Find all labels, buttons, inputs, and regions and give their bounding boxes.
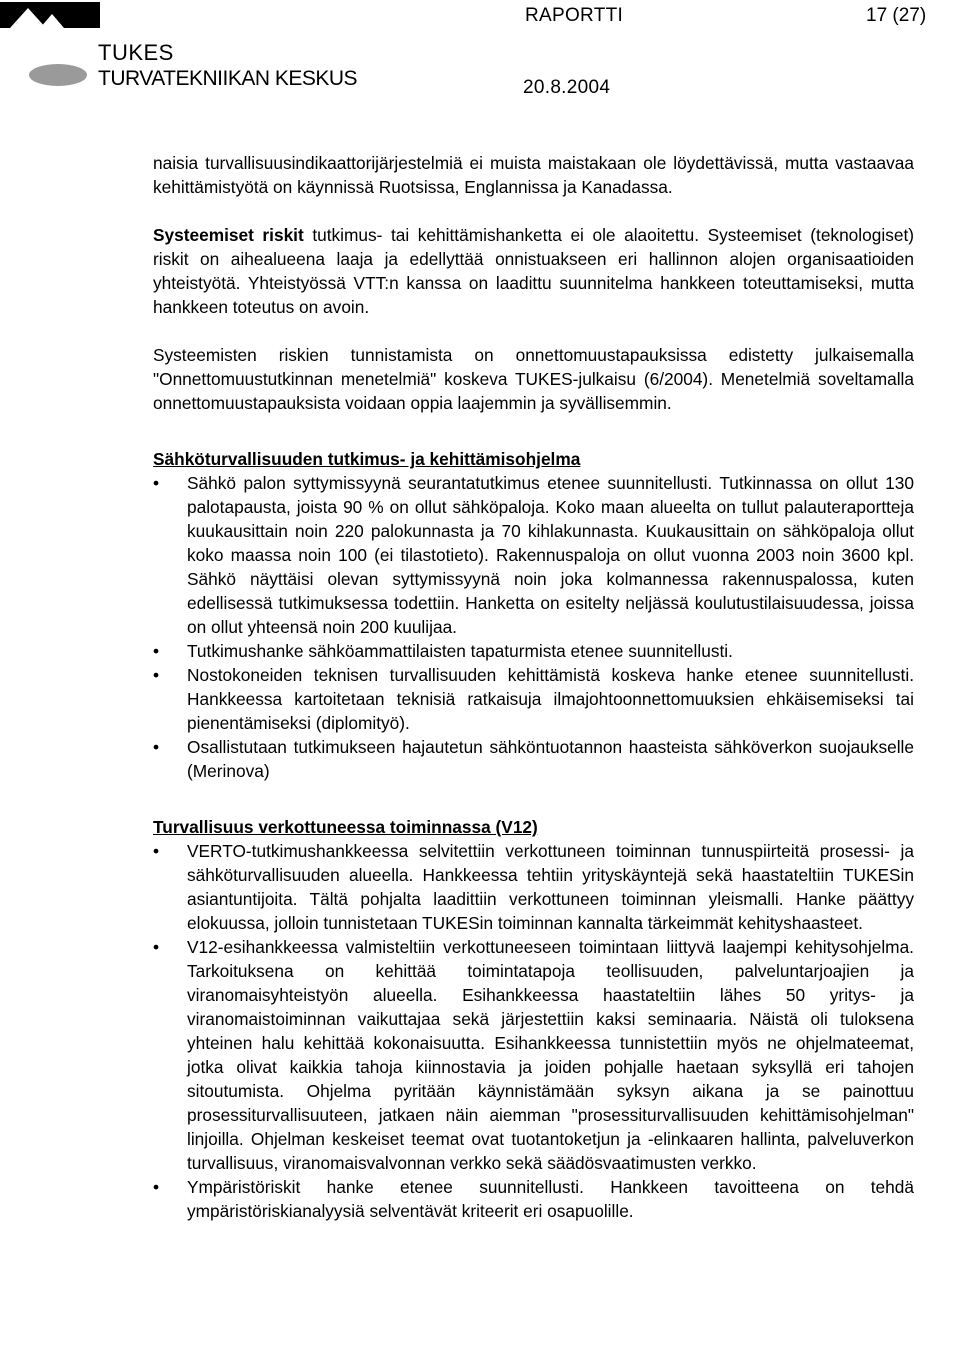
electrical-safety-list: [153, 471, 914, 783]
list-item: [153, 839, 914, 935]
document-date: 20.8.2004: [523, 77, 611, 98]
list-item-text: Sähkö palon syttymissyynä seurantatutkimus etenee suunnitellusti. Tutkinnassa on ollut 130 palotapausta, joista 90 % on ollut sähköpaloja. Koko maan alueelta on tullut palauteraportteja kuukausittain noin 220 palokunnasta ja 70 kihlakunnasta. Kuukausittain on sähköpaloja ollut koko maassa noin 100 (ei tilastotieto). Rakennuspaloja on ollut vuonna 2003 noin 3600 kpl. Sähkö näyttäisi olevan syttymissyynä noin joka kolmannessa rakennuspalossa, kuten edellisessä tutkimuksessa todettiin. Hanketta on esitelty neljässä koulutustilaisuudessa, joissa on ollut yhteensä noin 200 kuulijaa.: [187, 473, 914, 637]
list-item-text: Nostokoneiden teknisen turvallisuuden kehittämistä koskeva hanke etenee suunnitellusti. Hankkeessa kartoitetaan teknisiä ratkaisuja ilmajohtoonnettomuuksien ehkäisemiseksi tai pienentämiseksi (diplomityö).: [187, 665, 914, 733]
org-short-name: TUKES: [98, 40, 174, 65]
section-heading-networked-operations: Turvallisuus verkottuneessa toiminnassa (V12): [153, 817, 538, 837]
bullet-icon: •: [153, 641, 160, 661]
list-item: [153, 639, 914, 663]
list-item-text: Osallistutaan tutkimukseen hajautetun sähköntuotannon haasteista sähköverkon suojaukselle (Merinova): [187, 737, 914, 781]
bullet-icon: •: [153, 737, 160, 757]
page-number: 17 (27): [866, 5, 927, 26]
list-item-text: Tutkimushanke sähköammattilaisten tapaturmista etenee suunnitellusti.: [187, 641, 733, 661]
list-item-text: Ympäristöriskit hanke etenee suunnitellusti. Hankkeen tavoitteena on tehdä ympäristöriskianalyysiä selventävät kriteerit eri osapuolille.: [187, 1177, 914, 1221]
list-item-text: V12-esihankkeessa valmisteltiin verkottuneeseen toimintaan liittyvä laajempi kehitysohjelma. Tarkoituksena on kehittää toimintatapoja teollisuuden, palveluntarjoajien ja viranomaisyhteistyön alueella. Esihankkeessa haastateltiin lähes 50 yritys- ja viranomaistoiminnan vaikuttajaa sekä järjestettiin kaksi seminaaria. Näistä oli tuloksena yhteinen halu kehittää kokonaisuutta. Esihankkeessa tunnistettiin myös ne ohjelmateemat, jotka olivat kaikkia tahoja kiinnostavia ja joiden pohjalle haetaan syksyllä eri tahojen sitoutumista. Ohjelma pyritään käynnistämään syksyn aikana ja se painottuu prosessiturvallisuuteen, jatkaen näin aiemman "prosessiturvallisuuden kehittämisohjelman" linjoilla. Ohjelman keskeiset teemat ovat tuotantoketjun ja -elinkaaren hallinta, palveluverkon turvallisuus, viranomaisvalvonnan verkko sekä säädösvaatimusten verkko.: [187, 937, 914, 1173]
report-body: [153, 151, 914, 1223]
systemic-risks-text: tutkimus- tai kehittämishanketta ei ole alaoitettu. Systeemiset (teknologiset) riskit on aihealueena laaja ja edellyttää onnistuakseen eri hallinnon alojen organisaatioiden yhteistyötä. Yhteistyössä VTT:n kanssa on laadittu suunnitelma hankkeen toteuttamiseksi, mutta hankkeen toteutus on avoin.: [153, 225, 915, 317]
list-item: [153, 935, 914, 1175]
list-item-text: VERTO-tutkimushankkeessa selvitettiin verkottuneen toiminnan tunnuspiirteitä prosessi- ja sähköturvallisuuden alueella. Hankkeessa tehtiin yrityskäyntejä sekä haastateltiin TUKESin asiantuntijoita. Tältä pohjalta laadittiin verkottuneen toiminnan yleismalli. Hanke päättyy elokuussa, jolloin tunnistetaan TUKESin toiminnan kannalta tärkeimmät kehityshaasteet.: [187, 841, 914, 933]
tukes-logo-mark: [0, 2, 100, 28]
bullet-icon: •: [153, 937, 160, 957]
bullet-icon: •: [153, 473, 160, 493]
tukes-logo-ellipse: [28, 63, 88, 87]
section-heading-electrical-safety: Sähköturvallisuuden tutkimus- ja kehittämisohjelma: [153, 449, 581, 469]
list-item: [153, 471, 914, 639]
document-type: RAPORTTI: [525, 5, 624, 26]
list-item: [153, 663, 914, 735]
paragraph-accident-methods: Systeemisten riskien tunnistamista on onnettomuustapauksissa edistetty julkaisemalla "Onnettomuustutkinnan menetelmiä" koskeva TUKES-julkaisu (6/2004). Menetelmiä soveltamalla onnettomuustapauksista voidaan oppia laajemmin ja syvällisemmin.: [153, 345, 914, 413]
paragraph-indicators: naisia turvallisuusindikaattorijärjestelmiä ei muista maistakaan ole löydettävissä, mutta vastaavaa kehittämistyötä on käynnissä Ruotsissa, Englannissa ja Kanadassa.: [153, 153, 914, 197]
paragraph-systemic-risks: [153, 223, 914, 319]
bullet-icon: •: [153, 841, 160, 861]
bullet-icon: •: [153, 1177, 160, 1197]
systemic-risks-term: Systeemiset riskit: [153, 225, 304, 245]
list-item: [153, 1175, 914, 1223]
bullet-icon: •: [153, 665, 160, 685]
networked-operations-list: [153, 839, 914, 1223]
list-item: [153, 735, 914, 783]
org-full-name: TURVATEKNIIKAN KESKUS: [98, 67, 358, 90]
